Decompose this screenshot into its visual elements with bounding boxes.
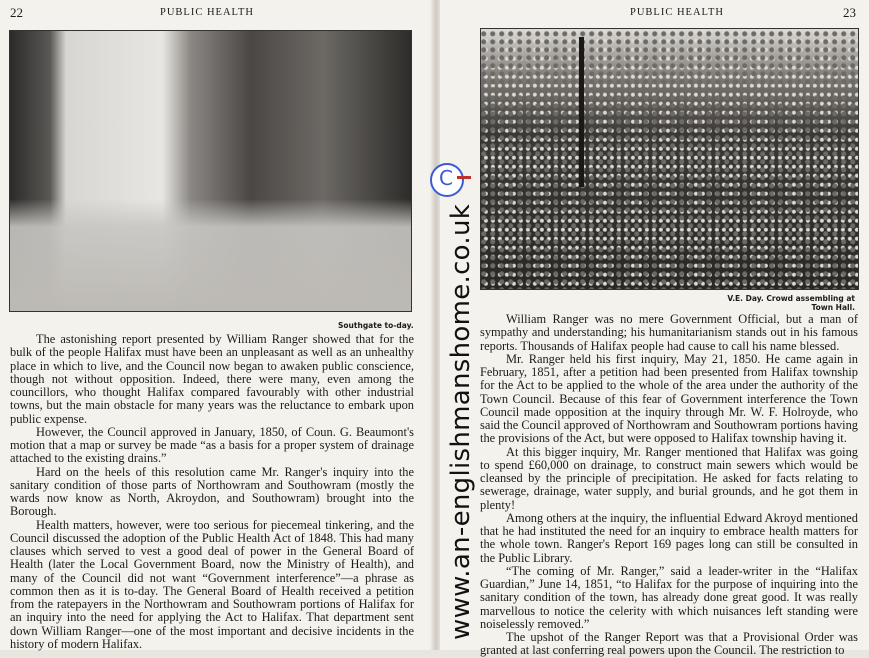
paragraph: At this bigger inquiry, Mr. Ranger mentioned that Halifax was going to spend £60,000 on drainage, to construct main sewers which would be cleansed by the principle of precipitation. He asked for facts relating to sewerage, drainage, water supply, and burial grounds, and he got them in plenty! <box>480 444 858 512</box>
photo-caption: V.E. Day. Crowd assembling at Town Hall. <box>727 294 855 312</box>
paragraph: Mr. Ranger held his first inquiry, May 21, 1850. He came again in February, 1851, after a petition had been presented from Halifax township for the Act to be applied to the whole of the area under the authority of the Town Council. Because of this fear of Government interference the Town Council made opposition at the inquiry through Mr. W. F. Holroyde, who said the Council approved of Northowram and Southowram portions having the provisions of the Act, but were opposed to Halifax township having it. <box>480 351 858 446</box>
left-page <box>0 0 432 650</box>
page-number: 22 <box>10 5 23 20</box>
photo-caption: Southgate to-day. <box>338 321 414 330</box>
paragraph: The upshot of the Ranger Report was that a Provisional Order was granted at last conferring real powers upon the Council. The restriction to <box>480 630 858 658</box>
watermark-logo-icon: C <box>430 163 464 197</box>
paragraph: Hard on the heels of this resolution came Mr. Ranger's inquiry into the sanitary condition of those parts of Northowram and Southowram (mostly the wards now know as North, Akroydon, and Southowram) brought into the Borough. <box>10 464 414 519</box>
page-number: 23 <box>843 5 856 20</box>
running-head: PUBLIC HEALTH <box>160 7 254 18</box>
paragraph: Health matters, however, were too serious for piecemeal tinkering, and the Council discussed the adoption of the Public Health Act of 1848. This had many clauses which served to vest a good deal of power in the General Board of Health (later the Local Government Board, now the Ministry of Health), and many of the Council did not want “Government interference”—a phrase as common then as it is to-day. The General Board of Health received a petition from the ratepayers in the Northowram and Southowram portions of Halifax for an inquiry into the need for applying the Act to Halifax. That department sent down William Ranger—one of the most important and decisive incidents in the history of modern Halifax. <box>10 517 414 651</box>
ve-day-crowd-photo <box>480 28 859 290</box>
paragraph: William Ranger was no mere Government Official, but a man of sympathy and understanding; his humanitarianism stands out in his famous reports. Thousands of Halifax people had cause to call his name blessed. <box>480 312 858 353</box>
watermark-arrow-icon <box>457 176 471 179</box>
body-text <box>10 333 414 651</box>
paragraph: However, the Council approved in January, 1850, of Coun. G. Beaumont's motion that a map or survey be made “as a basis for a proper system of drainage attached to the existing drains.” <box>10 424 414 466</box>
body-text <box>480 313 858 658</box>
lamp-post <box>579 37 584 187</box>
paragraph: “The coming of Mr. Ranger,” said a leader-writer in the “Halifax Guardian,” June 14, 1851, “to Halifax for the purpose of inquiring into the sanitary condition of the town, has already done great good. It was really marvellous to notice the celerity with which nuisances left standing were noiselessly removed.” <box>480 563 858 631</box>
southgate-street-photo <box>9 30 412 312</box>
paragraph: Among others at the inquiry, the influential Edward Akroyd mentioned that he had instituted the need for an inquiry to embrace health matters for the whole town. Ranger's Report 169 pages long can still be consulted in the Public Library. <box>480 510 858 565</box>
paragraph: The astonishing report presented by William Ranger showed that for the bulk of the people Halifax must have been an unpleasant as well as an unhealthy place in which to live, and the Council now began to awaken public conscience, though not without opposition. Indeed, there were many, even among the councillors, who thought Halifax compared favourably with other industrial towns, but the main obstacle for many years was the reluctance to embark upon public expense. <box>10 332 414 426</box>
running-head: PUBLIC HEALTH <box>630 7 724 18</box>
watermark-text: www.an-englishmanshome.co.uk <box>446 203 476 640</box>
